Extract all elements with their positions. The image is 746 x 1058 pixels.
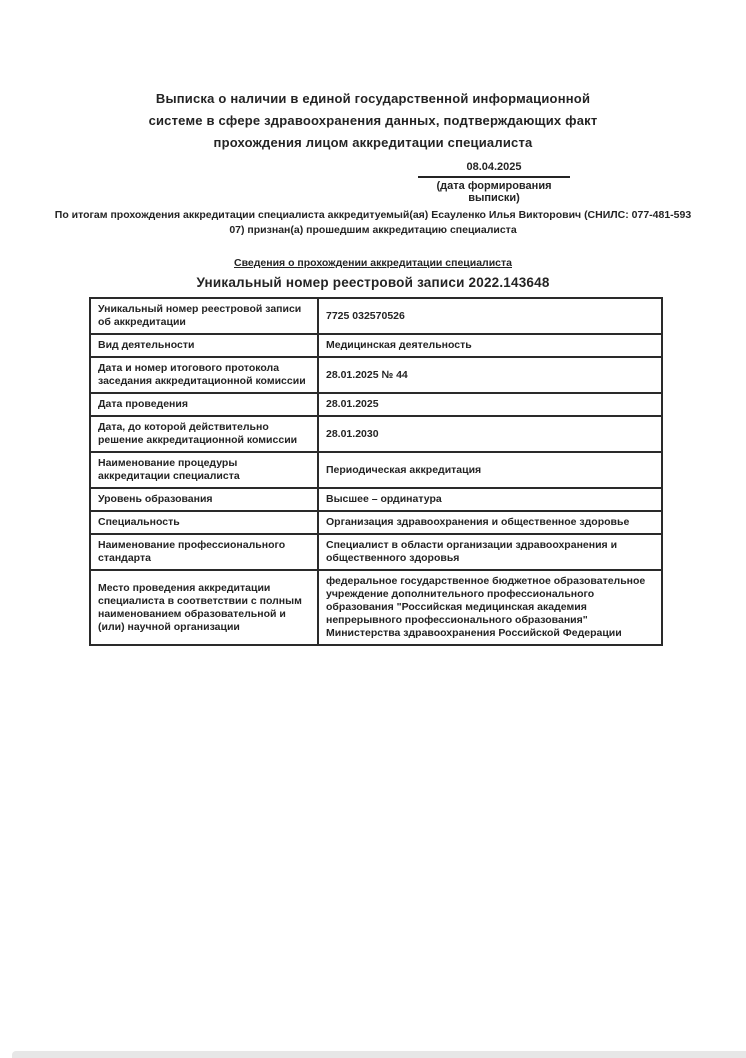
table-row: [90, 334, 662, 357]
row-label-cell: Дата проведения: [90, 393, 318, 416]
issue-date-caption: (дата формирования выписки): [436, 180, 552, 204]
accreditation-table-body: [90, 298, 662, 645]
table-row: [90, 357, 662, 393]
table-row: [90, 534, 662, 570]
row-label-cell: Специальность: [90, 511, 318, 534]
row-value-cell: Специалист в области организации здравоохранения и общественного здоровья: [318, 534, 662, 570]
document-title-line: Выписка о наличии в единой государственной информационной: [155, 91, 591, 106]
registry-record-heading: Уникальный номер реестровой записи 2022.143648: [196, 275, 550, 290]
row-value-cell: 7725 032570526: [318, 298, 662, 334]
accreditation-table: [89, 297, 663, 646]
table-row: [90, 416, 662, 452]
issue-date: 08.04.2025: [418, 161, 570, 178]
row-value-cell: 28.01.2025: [318, 393, 662, 416]
document-title-line: прохождения лицом аккредитации специалиста: [213, 135, 533, 150]
document-title: [0, 88, 746, 154]
row-label-cell: Вид деятельности: [90, 334, 318, 357]
row-label-cell: Наименование процедуры аккредитации специалиста: [90, 452, 318, 488]
row-label-cell: Место проведения аккредитации специалиста в соответствии с полным наименованием образовательной и (или) научной организации: [90, 570, 318, 645]
document-title-line: системе в сфере здравоохранения данных, подтверждающих факт: [148, 113, 598, 128]
row-value-cell: Медицинская деятельность: [318, 334, 662, 357]
row-value-cell: Организация здравоохранения и общественное здоровье: [318, 511, 662, 534]
row-value-cell: 28.01.2030: [318, 416, 662, 452]
row-value-cell: 28.01.2025 № 44: [318, 357, 662, 393]
accreditation-summary: По итогам прохождения аккредитации специалиста аккредитуемый(ая) Есауленко Илья Викторович (СНИЛС: 077-481-593 07) признан(а) прошедшим аккредитацию специалиста: [54, 209, 692, 236]
row-value-cell: федеральное государственное бюджетное образовательное учреждение дополнительного профессионального образования "Российская медицинская академия непрерывного профессионального образования" Министерства здравоохранения Российской Федерации: [318, 570, 662, 645]
table-row: [90, 393, 662, 416]
table-row: [90, 452, 662, 488]
row-value-cell: Периодическая аккредитация: [318, 452, 662, 488]
table-row: [90, 488, 662, 511]
row-label-cell: Наименование профессионального стандарта: [90, 534, 318, 570]
row-label-cell: Дата, до которой действительно решение аккредитационной комиссии: [90, 416, 318, 452]
section-heading: Сведения о прохождении аккредитации специалиста: [234, 257, 512, 269]
table-row: [90, 511, 662, 534]
table-row: [90, 298, 662, 334]
issue-date-block: [418, 161, 570, 204]
row-label-cell: Уровень образования: [90, 488, 318, 511]
row-label-cell: Дата и номер итогового протокола заседания аккредитационной комиссии: [90, 357, 318, 393]
footer-bar: [12, 1051, 746, 1058]
row-value-cell: Высшее – ординатура: [318, 488, 662, 511]
table-row: [90, 570, 662, 645]
row-label-cell: Уникальный номер реестровой записи об аккредитации: [90, 298, 318, 334]
